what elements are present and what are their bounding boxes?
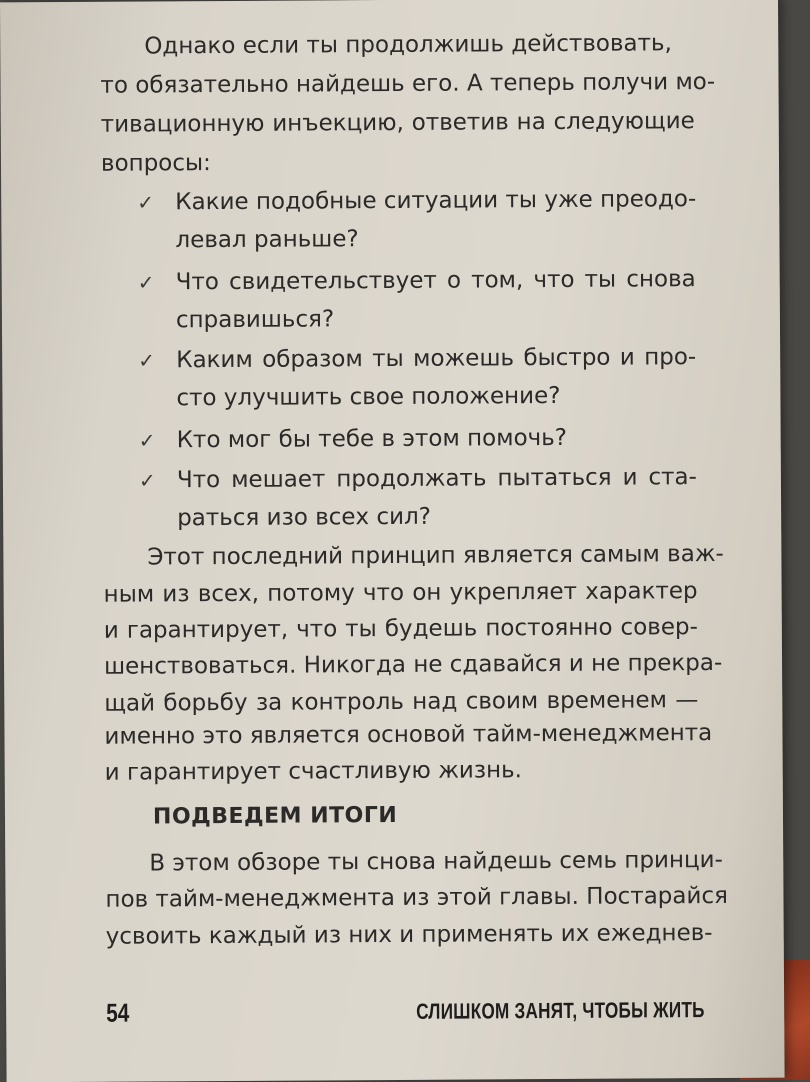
- page-body: [100, 0, 728, 950]
- text-line: вопросы:: [100, 150, 211, 177]
- list-item-text: левал раньше?: [175, 226, 359, 254]
- text-line: Однако если ты продолжишь действовать,: [144, 30, 672, 60]
- text-line: усвоить каждый из них и применять их ежеднев-: [105, 920, 713, 950]
- text-line: щай борьбу за контроль над своим временем —: [104, 687, 699, 717]
- list-item-text: Кто мог бы тебе в этом помочь?: [176, 424, 568, 454]
- text-line: то обязательно найдешь его. А теперь получи мо-: [100, 69, 716, 99]
- list-item-text: сто улучшить свое положение?: [176, 382, 561, 412]
- check-icon: ✓: [138, 348, 156, 373]
- list-item-text: Что мешает продолжать пытаться и ста-: [176, 464, 697, 494]
- text-line: В этом обзоре ты снова найдешь семь принци-: [149, 846, 723, 877]
- check-icon: ✓: [137, 270, 155, 295]
- list-item-text: справишься?: [175, 306, 335, 334]
- text-line: и гарантирует, что ты будешь постоянно совер-: [103, 614, 698, 644]
- section-heading: ПОДВЕДЕМ ИТОГИ: [152, 802, 398, 830]
- check-icon: ✓: [137, 190, 155, 215]
- list-item-text: Каким образом ты можешь быстро и про-: [176, 344, 697, 374]
- check-icon: ✓: [138, 428, 156, 453]
- list-item-text: раться изо всех сил?: [177, 503, 432, 532]
- text-line: шенствоваться. Никогда не сдавайся и не прекра-: [103, 649, 723, 680]
- list-item-text: Что свидетельствует о том, что ты снова: [175, 266, 696, 296]
- text-line: и гарантирует счастливую жизнь.: [104, 757, 523, 786]
- list-item-text: Какие подобные ситуации ты уже преодо-: [175, 186, 697, 216]
- text-line: Этот последний принцип является самым важ-: [147, 540, 724, 571]
- text-line: именно это является основой тайм-менеджмента: [104, 720, 713, 750]
- text-line: ным из всех, потому что он укрепляет характер: [103, 578, 698, 608]
- check-icon: ✓: [138, 468, 156, 493]
- paragraph-1: [100, 0, 716, 177]
- page-number: 54: [106, 997, 130, 1028]
- text-line: пов тайм-менеджмента из этой главы. Постарайся: [105, 882, 728, 913]
- running-footer-title: СЛИШКОМ ЗАНЯТ, ЧТОБЫ ЖИТЬ: [416, 997, 705, 1024]
- text-line: тивационную инъекцию, ответив на следующие: [100, 108, 695, 138]
